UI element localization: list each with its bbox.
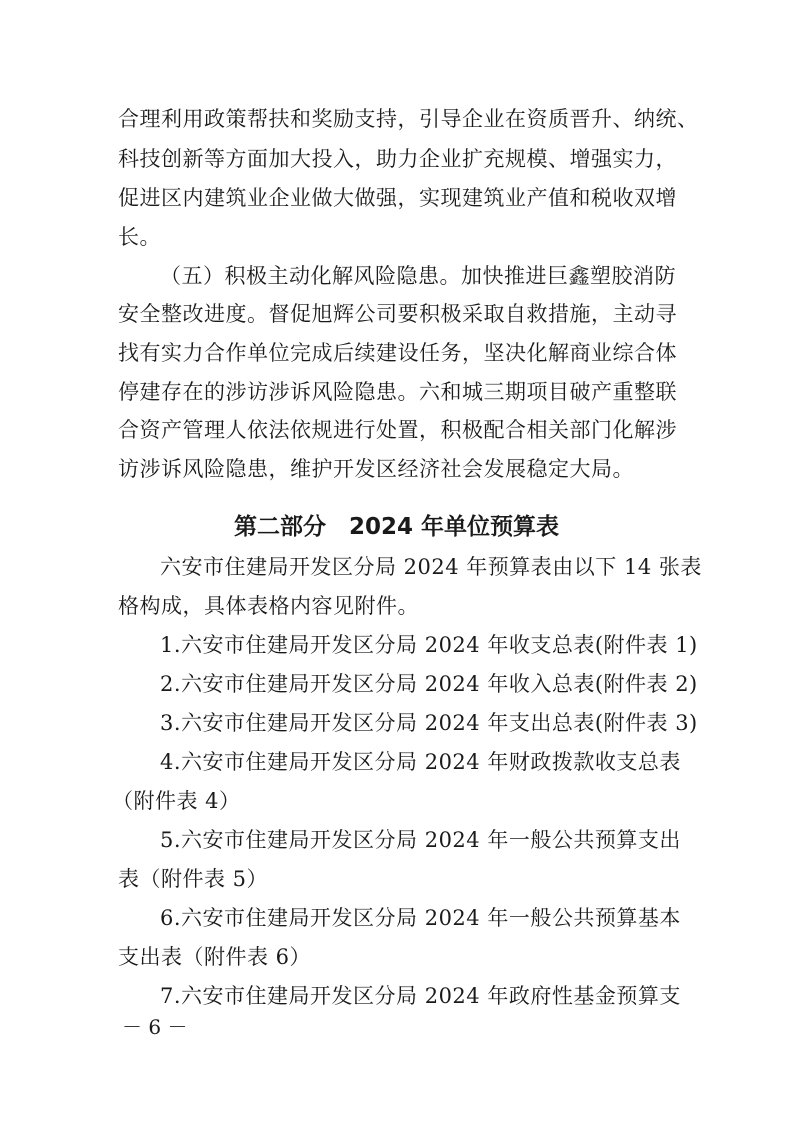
list-item: 1.六安市住建局开发区分局 2024 年收支总表(附件表 1) (160, 633, 698, 657)
body-line: （五）积极主动化解风险隐患。加快推进巨鑫塑胶消防 (160, 264, 676, 288)
intro-line: 格构成，具体表格内容见附件。 (118, 594, 419, 618)
list-item: 6.六安市住建局开发区分局 2024 年一般公共预算基本 (160, 906, 681, 930)
body-line: 长。 (118, 225, 161, 249)
list-item: 支出表（附件表 6） (118, 945, 312, 969)
list-item: 4.六安市住建局开发区分局 2024 年财政拨款收支总表 (160, 750, 681, 774)
body-line: 合资产管理人依法依规进行处置，积极配合相关部门化解涉 (118, 418, 677, 442)
list-item: （附件表 4） (112, 789, 241, 813)
page-number: － 6 － (122, 1015, 188, 1039)
list-item: 7.六安市住建局开发区分局 2024 年政府性基金预算支 (160, 984, 681, 1008)
list-item: 2.六安市住建局开发区分局 2024 年收入总表(附件表 2) (160, 672, 698, 696)
body-line: 合理利用政策帮扶和奖励支持，引导企业在资质晋升、纳统、 (118, 107, 699, 131)
body-line: 促进区内建筑业企业做大做强，实现建筑业产值和税收双增 (118, 186, 677, 210)
list-item: 表（附件表 5） (118, 867, 269, 891)
section-heading: 第二部分 2024 年单位预算表 (233, 514, 560, 540)
body-line: 找有实力合作单位完成后续建设任务，坚决化解商业综合体 (118, 341, 677, 365)
body-line: 停建存在的涉访涉诉风险隐患。六和城三期项目破产重整联 (118, 380, 677, 404)
list-item: 3.六安市住建局开发区分局 2024 年支出总表(附件表 3) (160, 711, 698, 735)
body-line: 安全整改进度。督促旭辉公司要积极采取自救措施，主动寻 (118, 302, 677, 326)
list-item: 5.六安市住建局开发区分局 2024 年一般公共预算支出 (160, 828, 681, 852)
intro-line: 六安市住建局开发区分局 2024 年预算表由以下 14 张表 (160, 555, 702, 579)
body-line: 科技创新等方面加大投入，助力企业扩充规模、增强实力， (118, 147, 677, 171)
body-line: 访涉诉风险隐患，维护开发区经济社会发展稳定大局。 (118, 457, 634, 481)
